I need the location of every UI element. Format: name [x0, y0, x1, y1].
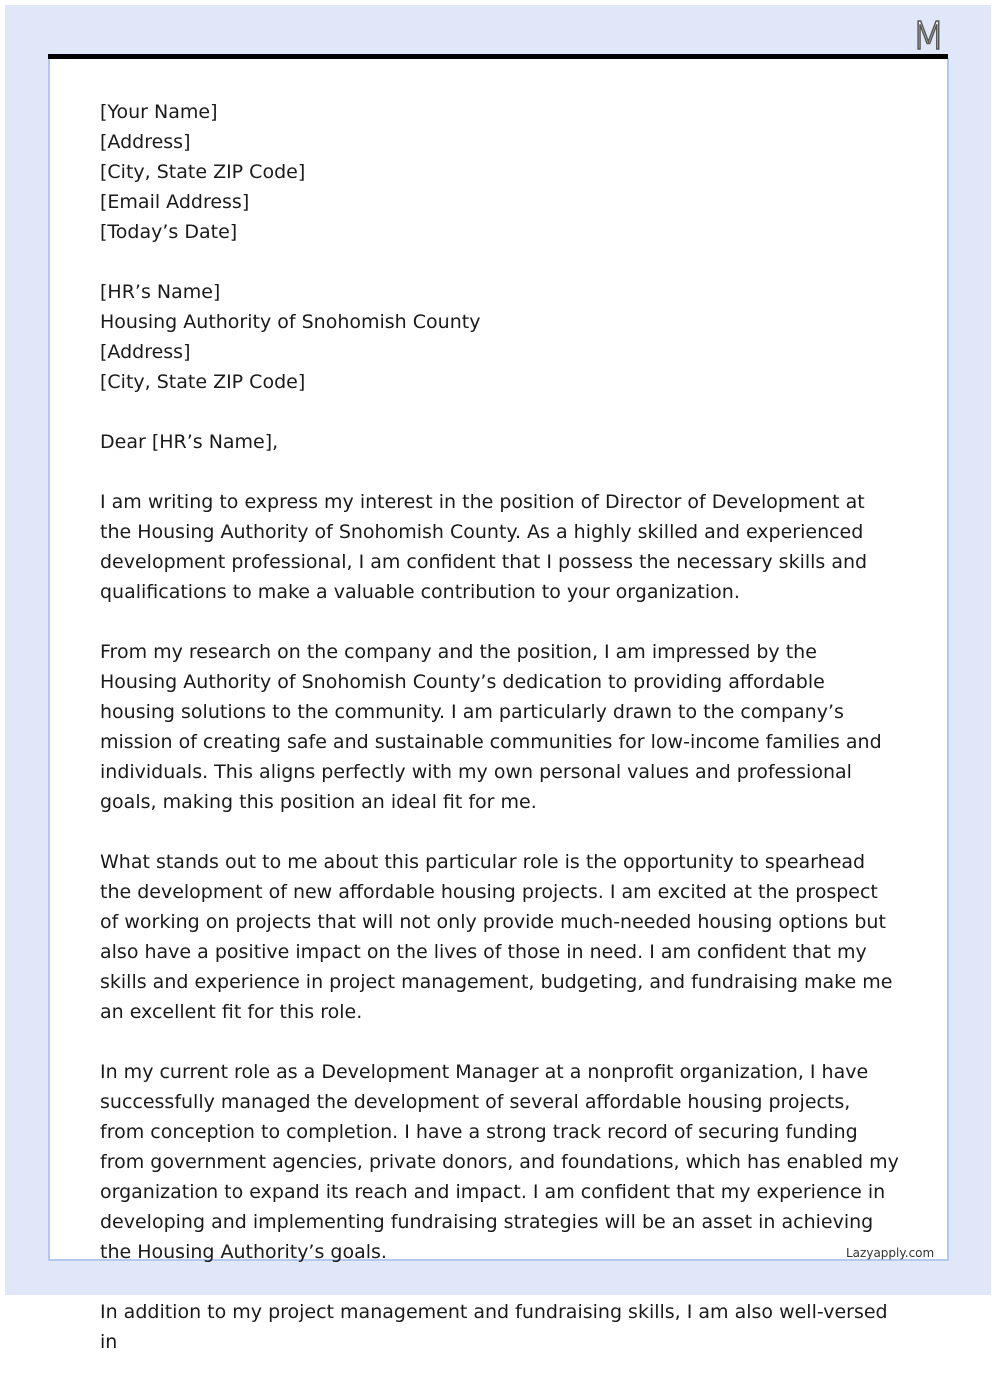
footer-watermark: Lazyapply.com — [846, 1246, 935, 1260]
recipient-city: [City, State ZIP Code] — [100, 371, 306, 393]
recipient-block — [100, 277, 900, 397]
sender-address: [Address] — [100, 131, 191, 153]
letter-body — [100, 97, 900, 1387]
header-bar — [48, 54, 948, 59]
paragraph: I am writing to express my interest in the position of Director of Development at the Housing Authority of Snohomish County. As a highly skilled and experienced development professional, I am confident that I possess the necessary skills and qualifications to make a valuable contribution to your organization. — [100, 491, 868, 603]
sender-city: [City, State ZIP Code] — [100, 161, 306, 183]
letter-date: [Today’s Date] — [100, 221, 238, 243]
sender-name: [Your Name] — [100, 101, 218, 123]
paragraph: What stands out to me about this particular role is the opportunity to spearhead the development of new affordable housing projects. I am excited at the prospect of working on projects that will not only provide much-needed housing options but also have a positive impact on the lives of those in need. I am confident that my skills and experience in project management, budgeting, and fundraising make me an excellent fit for this role. — [100, 851, 893, 1023]
sender-block — [100, 97, 900, 247]
sender-email: [Email Address] — [100, 191, 250, 213]
recipient-company: Housing Authority of Snohomish County — [100, 311, 481, 333]
salutation: Dear [HR’s Name], — [100, 431, 279, 453]
paragraph: From my research on the company and the position, I am impressed by the Housing Authority of Snohomish County’s dedication to providing affordable housing solutions to the community. I am particularly drawn to the company’s mission of creating safe and sustainable communities for low-income families and individuals. This aligns perfectly with my own personal values and professional goals, making this position an ideal fit for me. — [100, 641, 882, 813]
logo: M — [912, 14, 945, 58]
paragraph: In my current role as a Development Manager at a nonprofit organization, I have successfully managed the development of several affordable housing projects, from conception to completion. I have a strong track record of securing funding from government agencies, private donors, and foundations, which has enabled my organization to expand its reach and impact. I am confident that my experience in developing and implementing fundraising strategies will be an asset in achieving the Housing Authority’s goals. — [100, 1061, 899, 1263]
paragraph: In addition to my project management and fundraising skills, I am also well-versed in — [100, 1301, 888, 1353]
recipient-address: [Address] — [100, 341, 191, 363]
recipient-name: [HR’s Name] — [100, 281, 221, 303]
